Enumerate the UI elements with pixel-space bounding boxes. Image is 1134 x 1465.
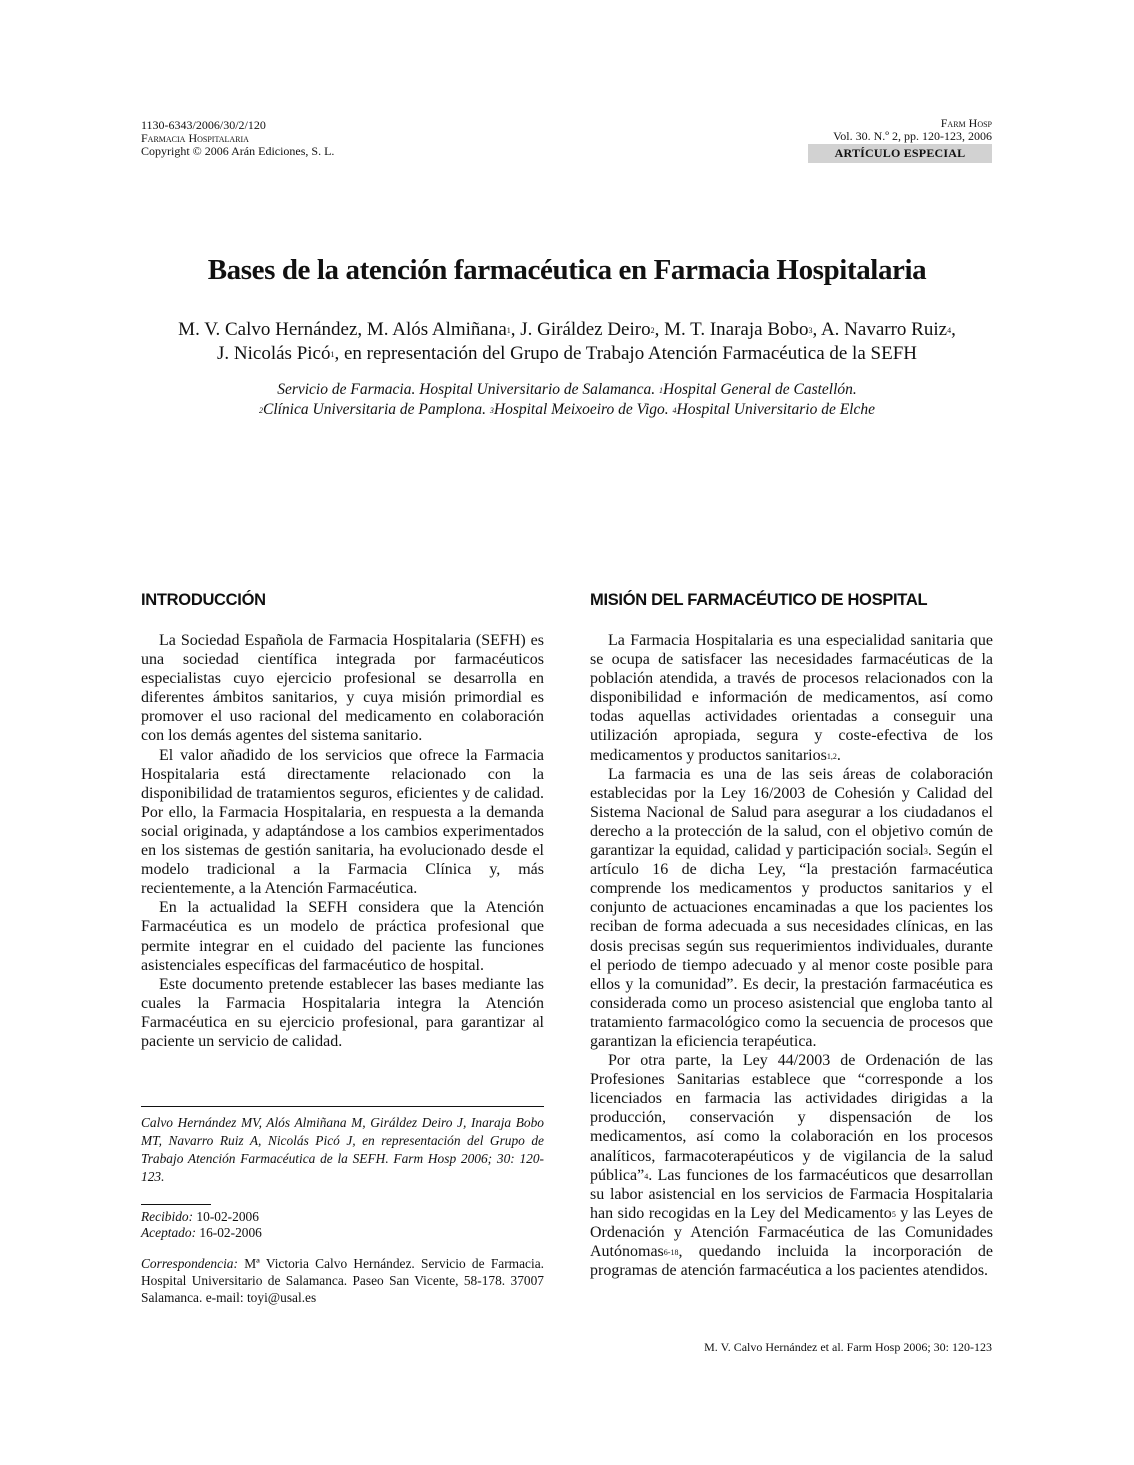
affiliation-text: Clínica Universitaria de Pamplona.	[262, 401, 486, 418]
affiliation-ref: 3	[489, 406, 494, 415]
citation-block: Calvo Hernández MV, Alós Almiñana M, Giráldez Deiro J, Inaraja Bobo MT, Navarro Ruiz A, Nicolás Picó J, en representación del Grupo de Trabajo Atención Farmacéutica de la SEFH. Farm Hosp 2006; 30: 120-123.	[141, 1115, 544, 1184]
paragraph: La Farmacia Hospitalaria es una especialidad sanitaria que se ocupa de satisfacer las necesidades farmacéuticas de la población atendida, a través de procesos relacionados con la disponibilidad e información de medicamentos, así como todas aquellas actividades orientadas a conseguir una utilización apropiada, segura y coste-efectiva de los medicamentos y productos sanitarios$^{1,2}$.	[590, 632, 993, 764]
page-footer: M. V. Calvo Hernández et al. Farm Hosp 2006; 30: 120-123	[704, 1340, 992, 1354]
journal-header-right	[592, 117, 992, 143]
accepted-date: 16-02-2006	[199, 1225, 262, 1240]
journal-abbrev: Farm Hosp	[940, 116, 992, 130]
issn-code: 1130-6343/2006/30/2/120	[141, 118, 266, 132]
journal-header-left	[141, 119, 541, 158]
reference-ref: 1,2	[826, 751, 837, 761]
author-text: , J. Giráldez Deiro	[510, 319, 651, 340]
author-text: J. Nicolás Picó	[217, 343, 331, 364]
paragraph: Este documento pretende establecer las bases mediante las cuales la Farmacia Hospitalaria integra la Atención Farmacéutica en su ejercicio profesional, para garantizar al paciente un servicio de calidad.	[141, 975, 544, 1050]
section-heading-introduccion: INTRODUCCIÓN	[141, 591, 266, 609]
affiliation-ref: 3	[808, 326, 813, 335]
affiliation-text: Hospital Universitario de Elche	[676, 401, 875, 418]
paragraph-text: La Farmacia Hospitalaria es una especialidad sanitaria que se ocupa de satisfacer las necesidades farmacéuticas de la población atendida, a través de procesos relacionados con la disponibilidad e información de medicamentos, así como todas aquellas actividades orientadas a conseguir una utilización apropiada, segura y coste-efectiva de los medicamentos y productos sanitarios	[590, 632, 993, 764]
paragraph: El valor añadido de los servicios que ofrece la Farmacia Hospitalaria está directamente relacionado con la disponibilidad de tratamientos seguros, eficientes y de calidad. Por ello, la Farmacia Hospitalaria, en respuesta a la demanda social originada, y adaptándose a los cambios experimentados en los sistemas de gestión sanitaria, ha evolucionado desde el modelo tradicional a la Farmacia Clínica y, más recientemente, a la Atención Farmacéutica.	[141, 746, 544, 898]
author-text: , en representación del Grupo de Trabajo Atención Farmacéutica de la SEFH	[334, 343, 917, 364]
article-type-badge: ARTÍCULO ESPECIAL	[808, 144, 992, 163]
affiliation-ref: 4	[947, 326, 952, 335]
received-date: 10-02-2006	[196, 1209, 259, 1224]
journal-name: Farmacia Hospitalaria	[141, 131, 249, 145]
paragraph-text: y las Leyes de Ordenación y Atención Farmacéutica de las Comunidades Autónomas	[590, 1204, 993, 1260]
right-column-body	[590, 631, 993, 1280]
paragraph-text: . Según el artículo 16 de dicha Ley, “la prestación farmacéutica comprende los medicamentos y productos sanitarios y el conjunto de actuaciones encaminadas a que los pacientes los reciban de forma adecuada a sus necesidades clínicas, en las dosis precisas según sus requerimientos individuales, durante el periodo de tiempo adecuado y al menor coste posible para ellos y la comunidad”. Es decir, la prestación farmacéutica es considerada como un proceso asistencial que engloba tanto al tratamiento farmacológico como la secuencia de procesos que garantizan la eficiencia terapéutica.	[590, 842, 994, 1050]
article-title: Bases de la atención farmacéutica en Farmacia Hospitalaria	[207, 254, 927, 286]
affiliations	[120, 380, 1014, 420]
author-text: M. V. Calvo Hernández, M. Alós Almiñana	[178, 319, 507, 340]
paragraph	[590, 765, 993, 1051]
left-column-body	[141, 631, 544, 1051]
received-label: Recibido:	[141, 1209, 194, 1224]
author-text: , M. T. Inaraja Bobo	[654, 319, 809, 340]
reference-ref: 6-18	[663, 1248, 679, 1257]
correspondence-text: Mª Victoria Calvo Hernández. Servicio de Farmacia. Hospital Universitario de Salamanca. Paseo San Vicente, 58-178. 37007 Salamanca. e-mail: toyi@usal.es	[141, 1256, 544, 1305]
affiliation-ref: 1	[330, 350, 335, 359]
divider-rule	[141, 1106, 544, 1107]
paragraph-text: . Las funciones de los farmacéuticos que desarrollan su labor asistencial en los servicios de Farmacia Hospitalaria han sido recogidas en la Ley del Medicamento	[590, 1166, 993, 1222]
affiliation-ref: 1	[506, 326, 511, 335]
affiliation-text: Hospital Meixoeiro de Vigo.	[493, 401, 669, 418]
affiliation-ref: 2	[258, 406, 263, 415]
affiliation-ref: 2	[650, 326, 655, 335]
reference-ref: 3	[923, 847, 928, 857]
dates-block	[141, 1209, 544, 1241]
correspondence-label: Correspondencia:	[141, 1256, 238, 1271]
copyright-line: Copyright © 2006 Arán Ediciones, S. L.	[141, 144, 335, 158]
author-text: , A. Navarro Ruiz	[812, 319, 948, 340]
affiliation-ref: 4	[672, 406, 677, 415]
affiliation-text: Servicio de Farmacia. Hospital Universitario de Salamanca.	[277, 381, 656, 398]
accepted-label: Aceptado:	[141, 1225, 197, 1240]
reference-ref: 4	[644, 1171, 649, 1181]
paragraph-text: La farmacia es una de las seis áreas de colaboración establecidas por la Ley 16/2003 de Cohesión y Calidad del Sistema Nacional de Salud para asegurar a los ciudadanos el derecho a la protección de la salud, con el objetivo común de garantizar la equidad, calidad y participación social	[590, 765, 993, 860]
correspondence-block	[141, 1255, 544, 1306]
paragraph: La Sociedad Española de Farmacia Hospitalaria (SEFH) es una sociedad científica integrada por farmacéuticos especialistas cuyo ejercicio profesional se desarrolla en diferentes ámbitos sanitarios, y cuya misión primordial es promover el uso racional del medicamento en colaboración con los demás agentes del sistema sanitario.	[141, 632, 544, 745]
affiliation-text: Hospital General de Castellón.	[663, 381, 857, 398]
volume-info: Vol. 30. N.º 2, pp. 120-123, 2006	[833, 129, 992, 143]
paragraph	[590, 1051, 993, 1280]
short-divider	[141, 1204, 211, 1205]
reference-ref: 5	[891, 1209, 896, 1219]
paragraph-text: Por otra parte, la Ley 44/2003 de Ordenación de las Profesiones Sanitarias establece que “corresponde a los licenciados en farmacia las actividades dirigidas a la producción, conservación y dispensación de los medicamentos, así como la colaboración en los procesos analíticos, farmacoterapéuticos y de vigilancia de la salud pública”	[590, 1052, 993, 1184]
paragraph-text: , quedando incluida la incorporación de programas de atención farmacéutica a los pacientes atendidos.	[590, 1243, 993, 1280]
paragraph: En la actualidad la SEFH considera que la Atención Farmacéutica es un modelo de práctica profesional que permite integrar en el cuidado del paciente las funciones asistenciales específicas del farmacéutico de hospital.	[141, 899, 544, 974]
affiliation-ref: 1	[659, 386, 664, 395]
section-heading-mision: MISIÓN DEL FARMACÉUTICO DE HOSPITAL	[590, 591, 928, 609]
author-text: ,	[951, 319, 956, 340]
author-list	[120, 318, 1014, 366]
